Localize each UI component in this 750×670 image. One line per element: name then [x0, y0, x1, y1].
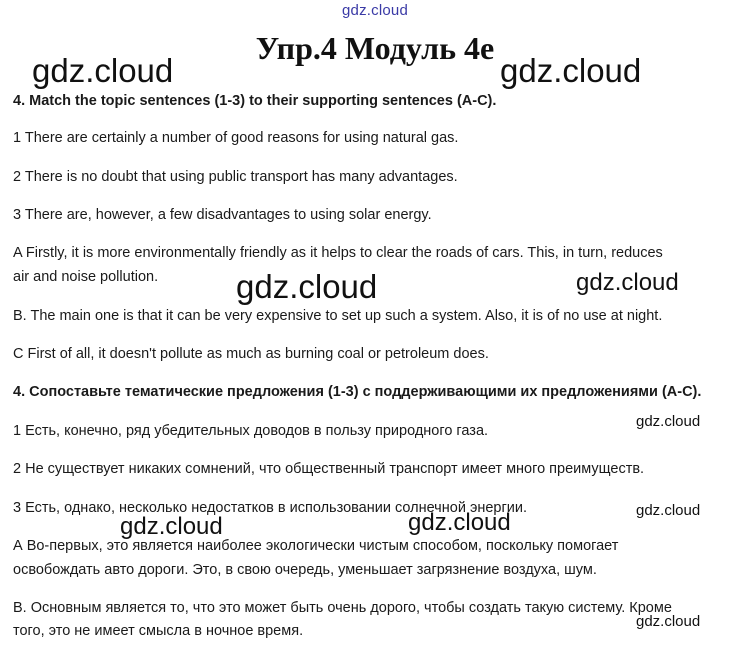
russian-support-a-line-1: А Во-первых, это является наиболее экологически чистым способом, поскольку помогает [13, 538, 619, 554]
russian-support-b-line-1: В. Основным является то, что это может быть очень дорого, чтобы создать такую систему. Кроме [13, 600, 672, 616]
page-title: Упр.4 Модуль 4е [255, 30, 495, 66]
watermark: gdz.cloud [236, 268, 378, 305]
watermark: gdz.cloud [120, 513, 223, 540]
english-topic-3: 3 There are, however, a few disadvantages to using solar energy. [13, 207, 432, 223]
russian-instruction: 4. Сопоставьте тематические предложения (1-3) с поддерживающими их предложениями (А-С). [13, 384, 702, 400]
english-topic-1: 1 There are certainly a number of good reasons for using natural gas. [13, 130, 459, 146]
watermark: gdz.cloud [636, 413, 701, 430]
watermark: gdz.cloud [500, 52, 642, 89]
english-support-a-line-1: A Firstly, it is more environmentally friendly as it helps to clear the roads of cars. This, in turn, reduces [13, 245, 663, 261]
english-instruction: 4. Match the topic sentences (1-3) to their supporting sentences (A-C). [13, 93, 497, 109]
watermark: gdz.cloud [408, 509, 511, 536]
russian-topic-1: 1 Есть, конечно, ряд убедительных доводов в пользу природного газа. [13, 423, 489, 439]
watermark: gdz.cloud [576, 269, 679, 296]
watermark: gdz.cloud [636, 613, 701, 630]
russian-support-b-line-2: того, это не имеет смысла в ночное время. [13, 623, 304, 639]
english-topic-2: 2 There is no doubt that using public transport has many advantages. [13, 169, 458, 185]
english-support-c: C First of all, it doesn't pollute as much as burning coal or petroleum does. [13, 346, 489, 362]
watermark: gdz.cloud [32, 52, 174, 89]
english-support-a-line-2: air and noise pollution. [13, 269, 159, 285]
header-watermark: gdz.cloud [341, 2, 408, 19]
russian-topic-3: 3 Есть, однако, несколько недостатков в использовании солнечной энергии. [13, 500, 527, 516]
russian-topic-2: 2 Не существует никаких сомнений, что общественный транспорт имеет много преимуществ. [13, 461, 645, 477]
english-support-b: B. The main one is that it can be very expensive to set up such a system. Also, it is of no use at night. [13, 308, 663, 324]
russian-support-a-line-2: освобождать авто дороги. Это, в свою очередь, уменьшает загрязнение воздуха, шум. [13, 562, 597, 578]
watermark: gdz.cloud [636, 502, 701, 519]
